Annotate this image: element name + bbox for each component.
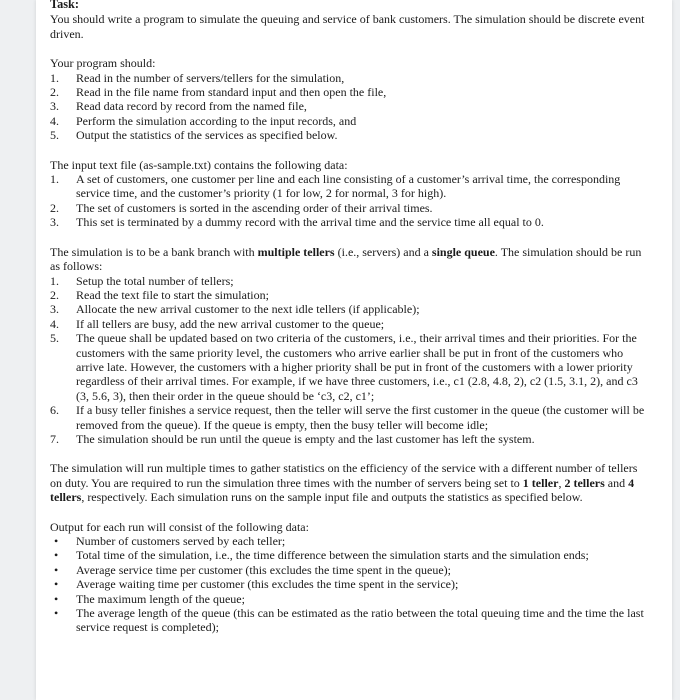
simulation-lead-text: The simulation is to be a bank branch with — [50, 244, 258, 259]
document-page — [36, 0, 672, 700]
list-item — [50, 201, 650, 215]
list-item — [50, 71, 650, 85]
item-text: Read data record by record from the named file, — [76, 99, 307, 114]
item-number: 1. — [50, 273, 59, 288]
item-text: The queue shall be updated based on two criteria of the customers, i.e., their arrival times and their priorities. For the customers with the same priority level, the customers who arrive earlier shall be put in front of the customers who arrive late. However, the customers with a higher priority shall be put in front of the customers with a lower priority regardless of their arrival times. For example, if we have three customers, i.e., c1 (2.8, 4.8, 2), c2 (1.5, 3.1, 2), and c3 (3, 5.6, 3), then their order in the queue should be ‘c3, c2, c1’; — [76, 331, 638, 403]
list-item — [50, 114, 650, 128]
item-text: Setup the total number of tellers; — [76, 273, 234, 288]
bullet-icon: • — [54, 562, 59, 577]
item-text: Output the statistics of the services as specified below. — [76, 128, 338, 143]
runs-text: , respectively. Each simulation runs on the sample input file and outputs the statistics as specified below. — [81, 490, 583, 505]
list-item — [50, 403, 650, 432]
item-number: 1. — [50, 172, 59, 187]
item-text: The simulation should be run until the queue is empty and the last customer has left the system. — [76, 431, 535, 446]
runs-text: The simulation will run multiple times to gather statistics on the efficiency of the service with a different number of tellers on duty. You are required to run the simulation three times with the number of servers being set to — [50, 461, 638, 490]
document-content — [50, 0, 650, 635]
item-number: 7. — [50, 431, 59, 446]
item-text: If all tellers are busy, add the new arrival customer to the queue; — [76, 316, 385, 331]
list-item — [50, 274, 650, 288]
item-text: A set of customers, one customer per line and each line consisting of a customer’s arrival time, the corresponding service time, and the customer’s priority (1 for low, 2 for normal, 3 for high). — [76, 172, 621, 201]
output-list — [50, 534, 650, 635]
one-teller-emphasis: 1 teller — [522, 475, 559, 490]
runs-text: and — [604, 475, 629, 490]
item-number: 3. — [50, 302, 59, 317]
item-text: The average length of the queue (this can be estimated as the ratio between the total queuing time and the time the last service request is completed); — [76, 606, 644, 635]
bullet-icon: • — [54, 591, 59, 606]
list-item — [50, 606, 650, 635]
single-queue-emphasis: single queue — [431, 244, 495, 259]
bullet-icon: • — [54, 534, 59, 548]
list-item — [50, 99, 650, 113]
item-text: This set is terminated by a dummy record with the arrival time and the service time all equal to 0. — [76, 215, 544, 230]
task-intro: You should write a program to simulate the queuing and service of bank customers. The simulation should be discrete event driven. — [50, 12, 645, 41]
bullet-icon: • — [54, 548, 59, 563]
output-lead: Output for each run will consist of the following data: — [50, 519, 309, 534]
input-file-list — [50, 172, 650, 230]
list-item — [50, 534, 650, 548]
runs-paragraph — [50, 461, 650, 504]
item-text: Average service time per customer (this excludes the time spent in the queue); — [76, 562, 451, 577]
program-list — [50, 71, 650, 143]
item-number: 6. — [50, 403, 59, 418]
simulation-lead — [50, 245, 650, 274]
item-text: If a busy teller finishes a service request, then the teller will serve the first customer in the queue (the customer will be removed from the queue). If the queue is empty, then the busy teller will become idle; — [76, 403, 645, 432]
list-item — [50, 563, 650, 577]
item-text: The set of customers is sorted in the ascending order of their arrival times. — [76, 200, 433, 215]
simulation-lead-text: . The simulation should be run as follows: — [50, 244, 642, 274]
runs-text: , — [558, 475, 565, 490]
four-tellers-emphasis: 4 tellers — [50, 475, 635, 505]
program-lead: Your program should: — [50, 56, 156, 71]
item-text: Number of customers served by each teller; — [76, 534, 286, 548]
bullet-icon: • — [54, 606, 59, 621]
list-item — [50, 288, 650, 302]
item-number: 3. — [50, 99, 59, 114]
item-number: 4. — [50, 113, 59, 128]
item-text: Allocate the new arrival customer to the next idle tellers (if applicable); — [76, 302, 420, 317]
item-text: Total time of the simulation, i.e., the time difference between the simulation starts and the simulation ends; — [76, 548, 589, 563]
item-number: 5. — [50, 331, 59, 346]
bullet-icon: • — [54, 577, 59, 592]
list-item — [50, 577, 650, 591]
item-text: Read in the file name from standard input and then open the file, — [76, 85, 387, 100]
list-item — [50, 302, 650, 316]
item-text: Read the text file to start the simulation; — [76, 287, 269, 302]
item-text: Perform the simulation according to the input records, and — [76, 113, 357, 128]
list-item — [50, 548, 650, 562]
input-file-lead: The input text file (as-sample.txt) contains the following data: — [50, 157, 348, 172]
item-number: 4. — [50, 316, 59, 331]
task-heading: Task: — [50, 0, 79, 11]
simulation-lead-text: (i.e., servers) and a — [334, 244, 432, 259]
item-number: 2. — [50, 85, 59, 100]
list-item — [50, 432, 650, 446]
two-tellers-emphasis: 2 tellers — [564, 475, 605, 490]
list-item — [50, 215, 650, 229]
item-number: 5. — [50, 128, 59, 143]
list-item — [50, 317, 650, 331]
item-text: Read in the number of servers/tellers for the simulation, — [76, 70, 345, 85]
item-text: The maximum length of the queue; — [76, 591, 245, 606]
item-number: 3. — [50, 215, 59, 230]
item-number: 2. — [50, 287, 59, 302]
list-item — [50, 128, 650, 142]
list-item — [50, 592, 650, 606]
item-text: Average waiting time per customer (this excludes the time spent in the service); — [76, 577, 459, 592]
multiple-tellers-emphasis: multiple tellers — [257, 244, 335, 259]
list-item — [50, 331, 650, 403]
item-number: 2. — [50, 200, 59, 215]
list-item — [50, 172, 650, 201]
simulation-steps-list — [50, 274, 650, 447]
item-number: 1. — [50, 70, 59, 85]
list-item — [50, 85, 650, 99]
